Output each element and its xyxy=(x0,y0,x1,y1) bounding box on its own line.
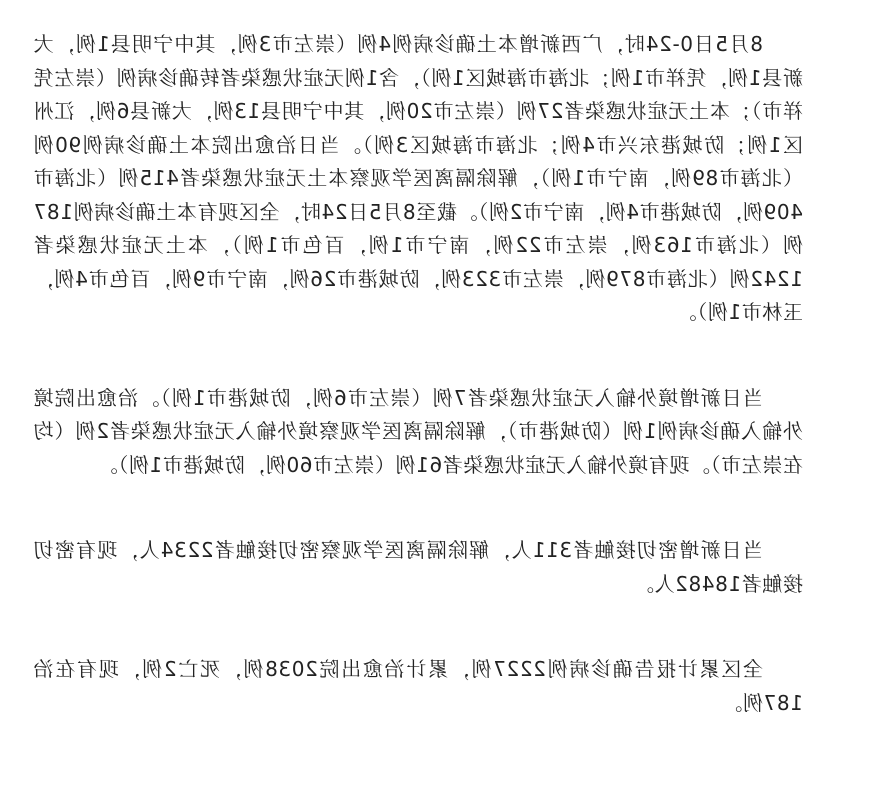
article-body xyxy=(33,28,803,772)
paragraph-imported-cases: 当日新增境外输入无症状感染者7例（崇左市6例，防城港市1例）。治愈出院境外输入确诊病例1例（防城港市），解除隔离医学观察境外输入无症状感染者2例（均在崇左市）。现有境外输入无症状感染者61例（崇左市60例，防城港市1例）。 xyxy=(33,385,803,477)
paragraph-local-cases: 8月5日0-24时，广西新增本土确诊病例4例（崇左市3例，其中宁明县1例，大新县1例，凭祥市1例；北海市海城区1例），含1例无症状感染者转确诊病例（崇左凭祥市）；本土无症状感染者27例（崇左市20例，其中宁明县13例，大新县6例，江州区1例；防城港东兴市4例；北海市海城区3例）。当日治愈出院本土确诊病例90例（北海市89例，南宁市1例），解除隔离医学观察本土无症状感染者415例（北海市409例，防城港市4例，南宁市2例）。截至8月5日24时，全区现有本土确诊病例187例（北海市163例，崇左市22例，南宁市1例，百色市1例），本土无症状感染者1242例（北海市879例，崇左市323例，防城港市26例，南宁市9例，百色市4例，玉林市1例）。 xyxy=(33,32,803,324)
paragraph-close-contacts: 当日新增密切接触者311人，解除隔离医学观察密切接触者2234人，现有密切接触者18482人。 xyxy=(33,538,803,596)
paragraph-cumulative-totals: 全区累计报告确诊病例2227例，累计治愈出院2038例，死亡2例，现有在治187例。 xyxy=(33,657,803,715)
